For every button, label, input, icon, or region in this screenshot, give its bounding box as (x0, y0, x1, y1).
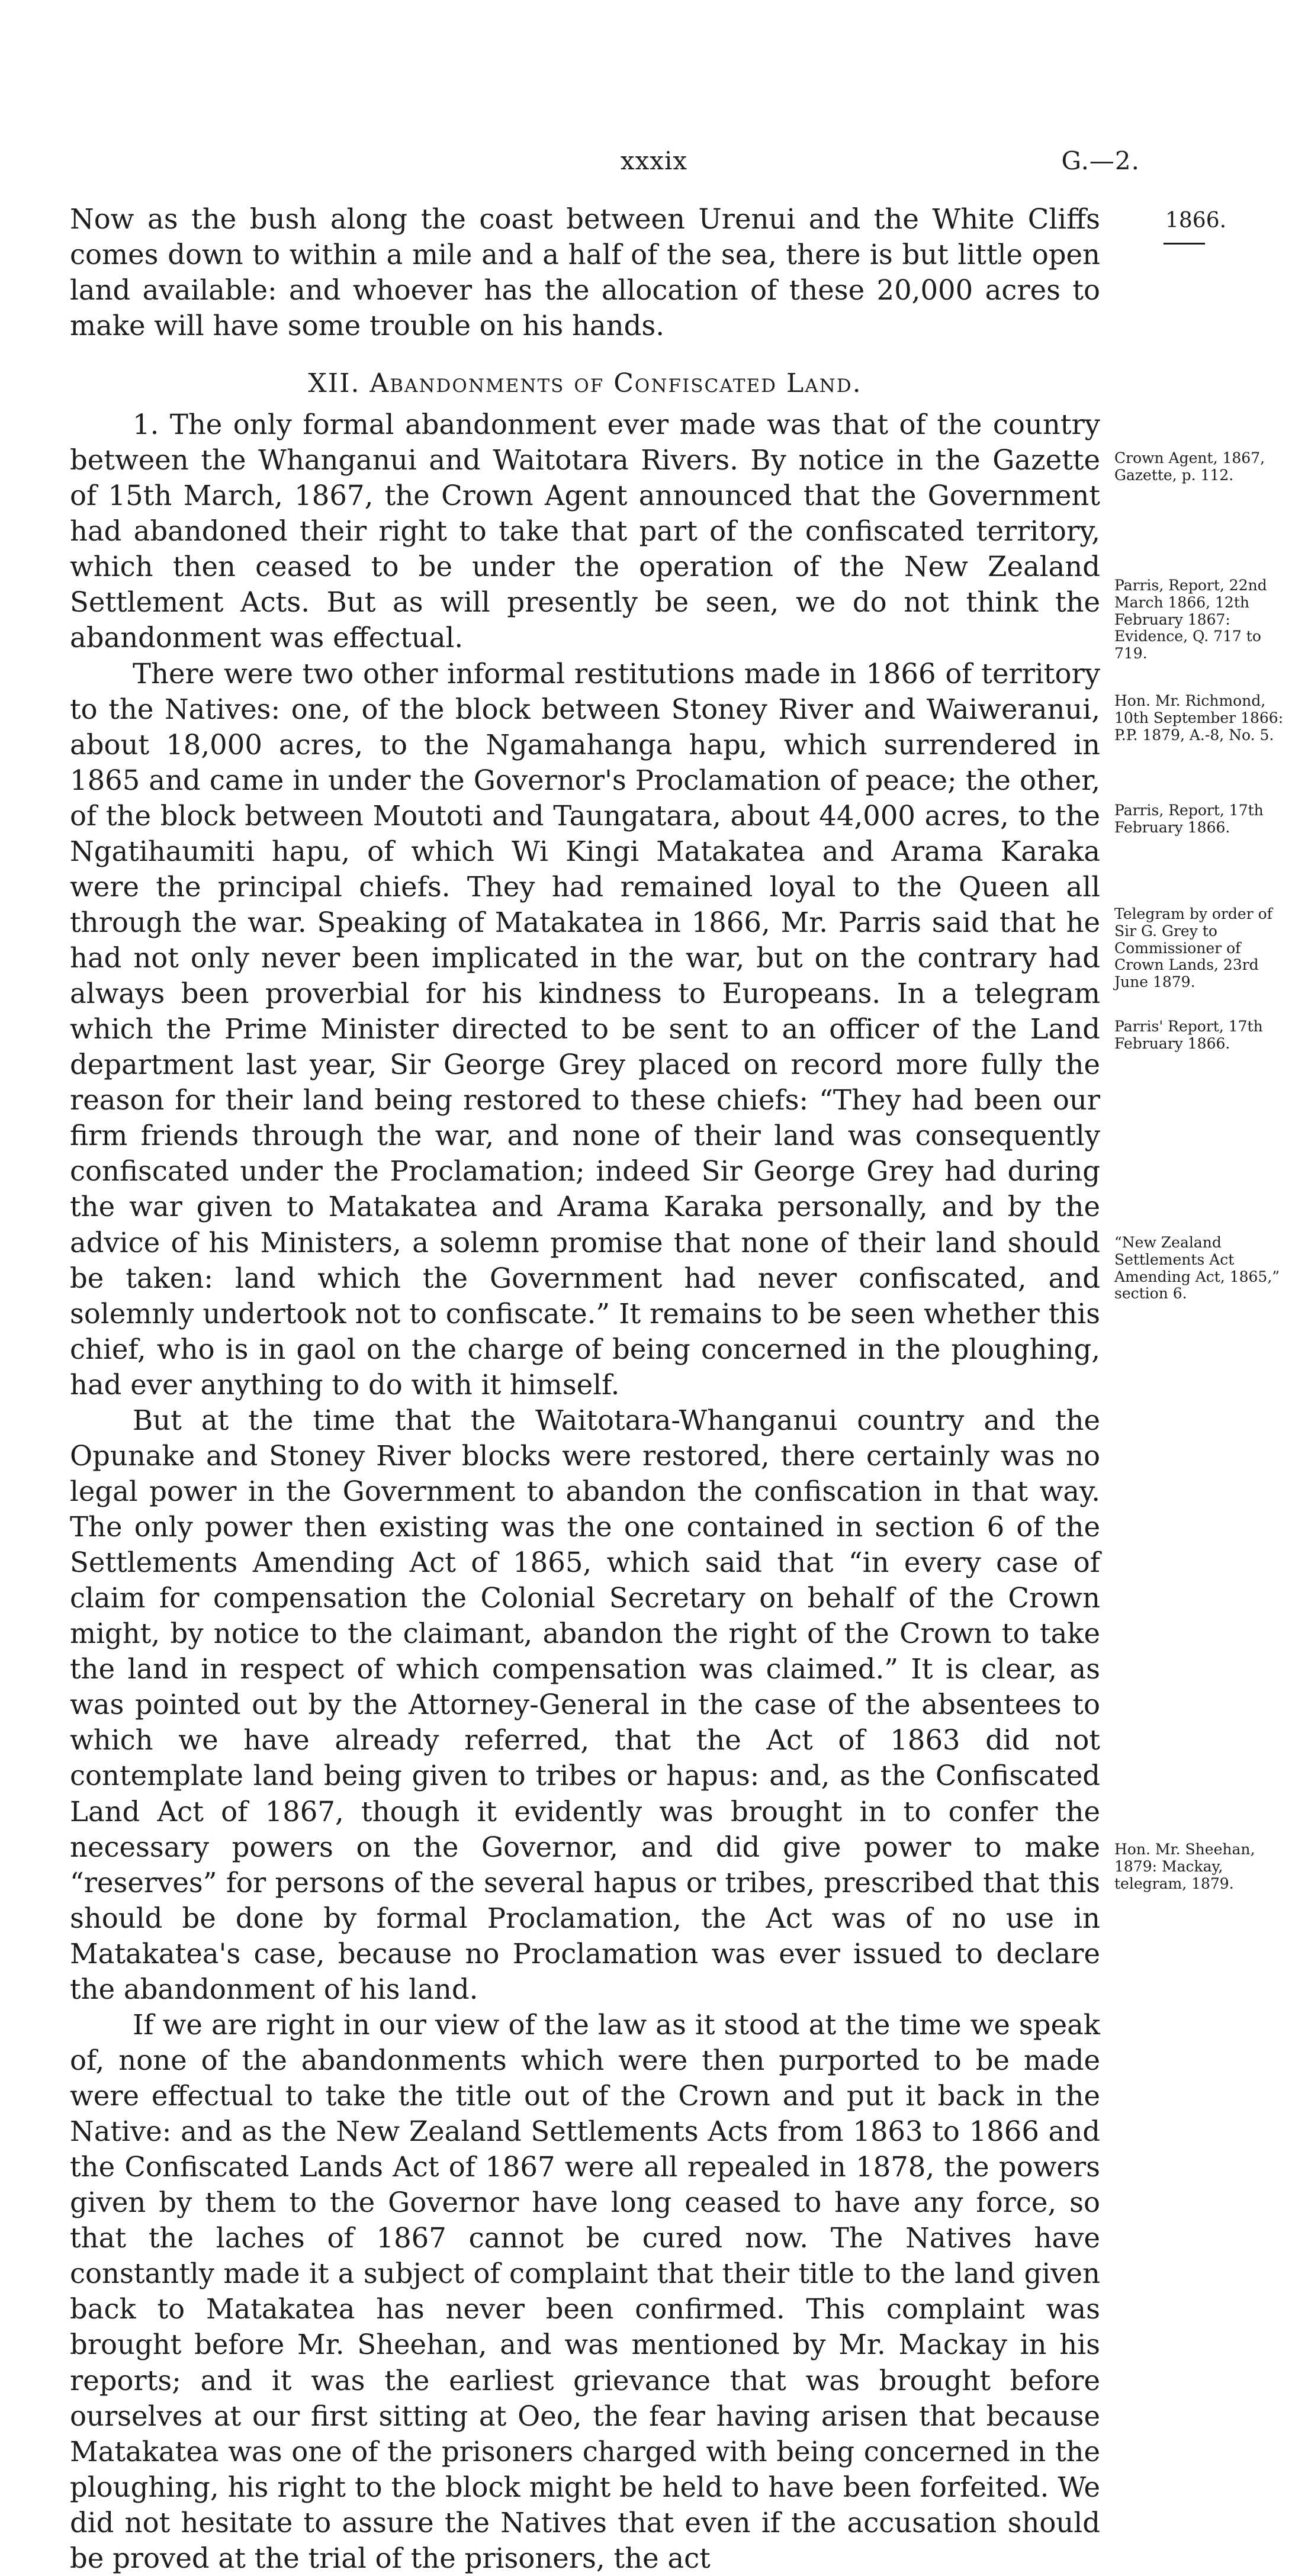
document-code: G.—2. (1061, 146, 1140, 175)
section-heading: XII. Abandonments of Confiscated Land. (308, 368, 862, 399)
margin-year: 1866. (1165, 208, 1227, 233)
margin-note: Telegram by order of Sir G. Grey to Commissioner of Crown Lands, 23rd June 1879. (1114, 905, 1272, 990)
margin-note: Crown Agent, 1867, Gazette, p. 112. (1114, 449, 1265, 484)
page-number: xxxix (620, 146, 688, 175)
margin-rule (1164, 243, 1205, 245)
margin-note: Parris, Report, 17th February 1866. (1114, 802, 1264, 836)
paragraph: If we are right in our view of the law as it stood at the time we speak of, none of the abandonments which were then purported to be made were effectual to take the title out of the Crown and put it back in the Native: and as the New Zealand Settlements Acts from 1863 to 1866 and the Confiscated Lands Act of 1867 were all repealed in 1878, the powers given by them to the Governor have long ceased to have any force, so that the laches of 1867 cannot be cured now. The Natives have constantly made it a subject of complaint that their title to the land given back to Matakatea has never been confirmed. This complaint was brought before Mr. Sheehan, and was mentioned by Mr. Mackay in his reports; and it was the earliest grievance that was brought before ourselves at our first sitting at Oeo, the fear having arisen that because Matakatea was one of the prisoners charged with being concerned in the ploughing, his right to the block might be held to have been forfeited. We did not hesitate to assure the Natives that even if the accusation should be proved at the trial of the prisoners, the act (70, 2008, 1100, 2574)
paragraph: There were two other informal restitutions made in 1866 of territory to the Natives: one, of the block between Stoney River and Waiweranui, about 18,000 acres, to the Ngamahanga hapu, which surrendered in 1865 and came in under the Governor's Proclamation of peace; the other, of the block between Moutoti and Taungatara, about 44,000 acres, to the Ngatihaumiti hapu, of which Wi Kingi Matakatea and Arama Karaka were the principal chiefs. They had remained loyal to the Queen all through the war. Speaking of Matakatea in 1866, Mr. Parris said that he had not only never been implicated in the war, but on the contrary had always been proverbial for his kindness to Europeans. In a telegram which the Prime Minister directed to be sent to an officer of the Land department last year, Sir George Grey placed on record more fully the reason for their land being restored to these chiefs: “They had been our firm friends through the war, and none of their land was consequently confiscated under the Proclamation; indeed Sir George Grey had during the war given to Matakatea and Arama Karaka personally, and by the advice of his Ministers, a solemn promise that none of their land should be taken: land which the Government had never confiscated, and solemnly undertook not to confiscate.” It remains to be seen whether this chief, who is in gaol on the charge of being concerned in the ploughing, had ever anything to do with it himself. (70, 657, 1100, 1401)
paragraph: 1. The only formal abandonment ever made was that of the country between the Whanganui and Waitotara Rivers. By notice in the Gazette of 15th March, 1867, the Crown Agent announced that the Government had abandoned their right to take that part of the confiscated territory, which then ceased to be under the operation of the New Zealand Settlement Acts. But as will presently be seen, we do not think the abandonment was effectual. (70, 409, 1100, 654)
paragraph: But at the time that the Waitotara-Whanganui country and the Opunake and Stoney River blocks were restored, there certainly was no legal power in the Government to abandon the confiscation in that way. The only power then existing was the one contained in section 6 of the Settlements Amending Act of 1865, which said that “in every case of claim for compensation the Colonial Secretary on behalf of the Crown might, by notice to the claimant, abandon the right of the Crown to take the land in respect of which compensation was claimed.” It is clear, as was pointed out by the Attorney-General in the case of the absentees to which we have already referred, that the Act of 1863 did not contemplate land being given to tribes or hapus: and, as the Confiscated Land Act of 1867, though it evidently was brought in to confer the necessary powers on the Governor, and did give power to make “reserves” for persons of the several hapus or tribes, prescribed that this should be done by formal Proclamation, the Act was of no use in Matakatea's case, because no Proclamation was ever issued to declare the abandonment of his land. (70, 1404, 1100, 2005)
body-text (70, 201, 1100, 2576)
margin-note: Hon. Mr. Sheehan, 1879: Mackay, telegram, 1879. (1114, 1841, 1255, 1892)
margin-note: Hon. Mr. Richmond, 10th September 1866: P.P. 1879, A.-8, No. 5. (1114, 692, 1284, 744)
margin-note: Parris, Report, 22nd March 1866, 12th February 1867: Evidence, Q. 717 to 719. (1114, 577, 1267, 662)
margin-note: Parris' Report, 17th February 1866. (1114, 1018, 1263, 1052)
margin-note: “New Zealand Settlements Act Amending Act, 1865,” section 6. (1114, 1234, 1280, 1303)
paragraph: Now as the bush along the coast between Urenui and the White Cliffs comes down to within a mile and a half of the sea, there is but little open land available: and whoever has the allocation of these 20,000 acres to make will have some trouble on his hands. (70, 203, 1100, 342)
